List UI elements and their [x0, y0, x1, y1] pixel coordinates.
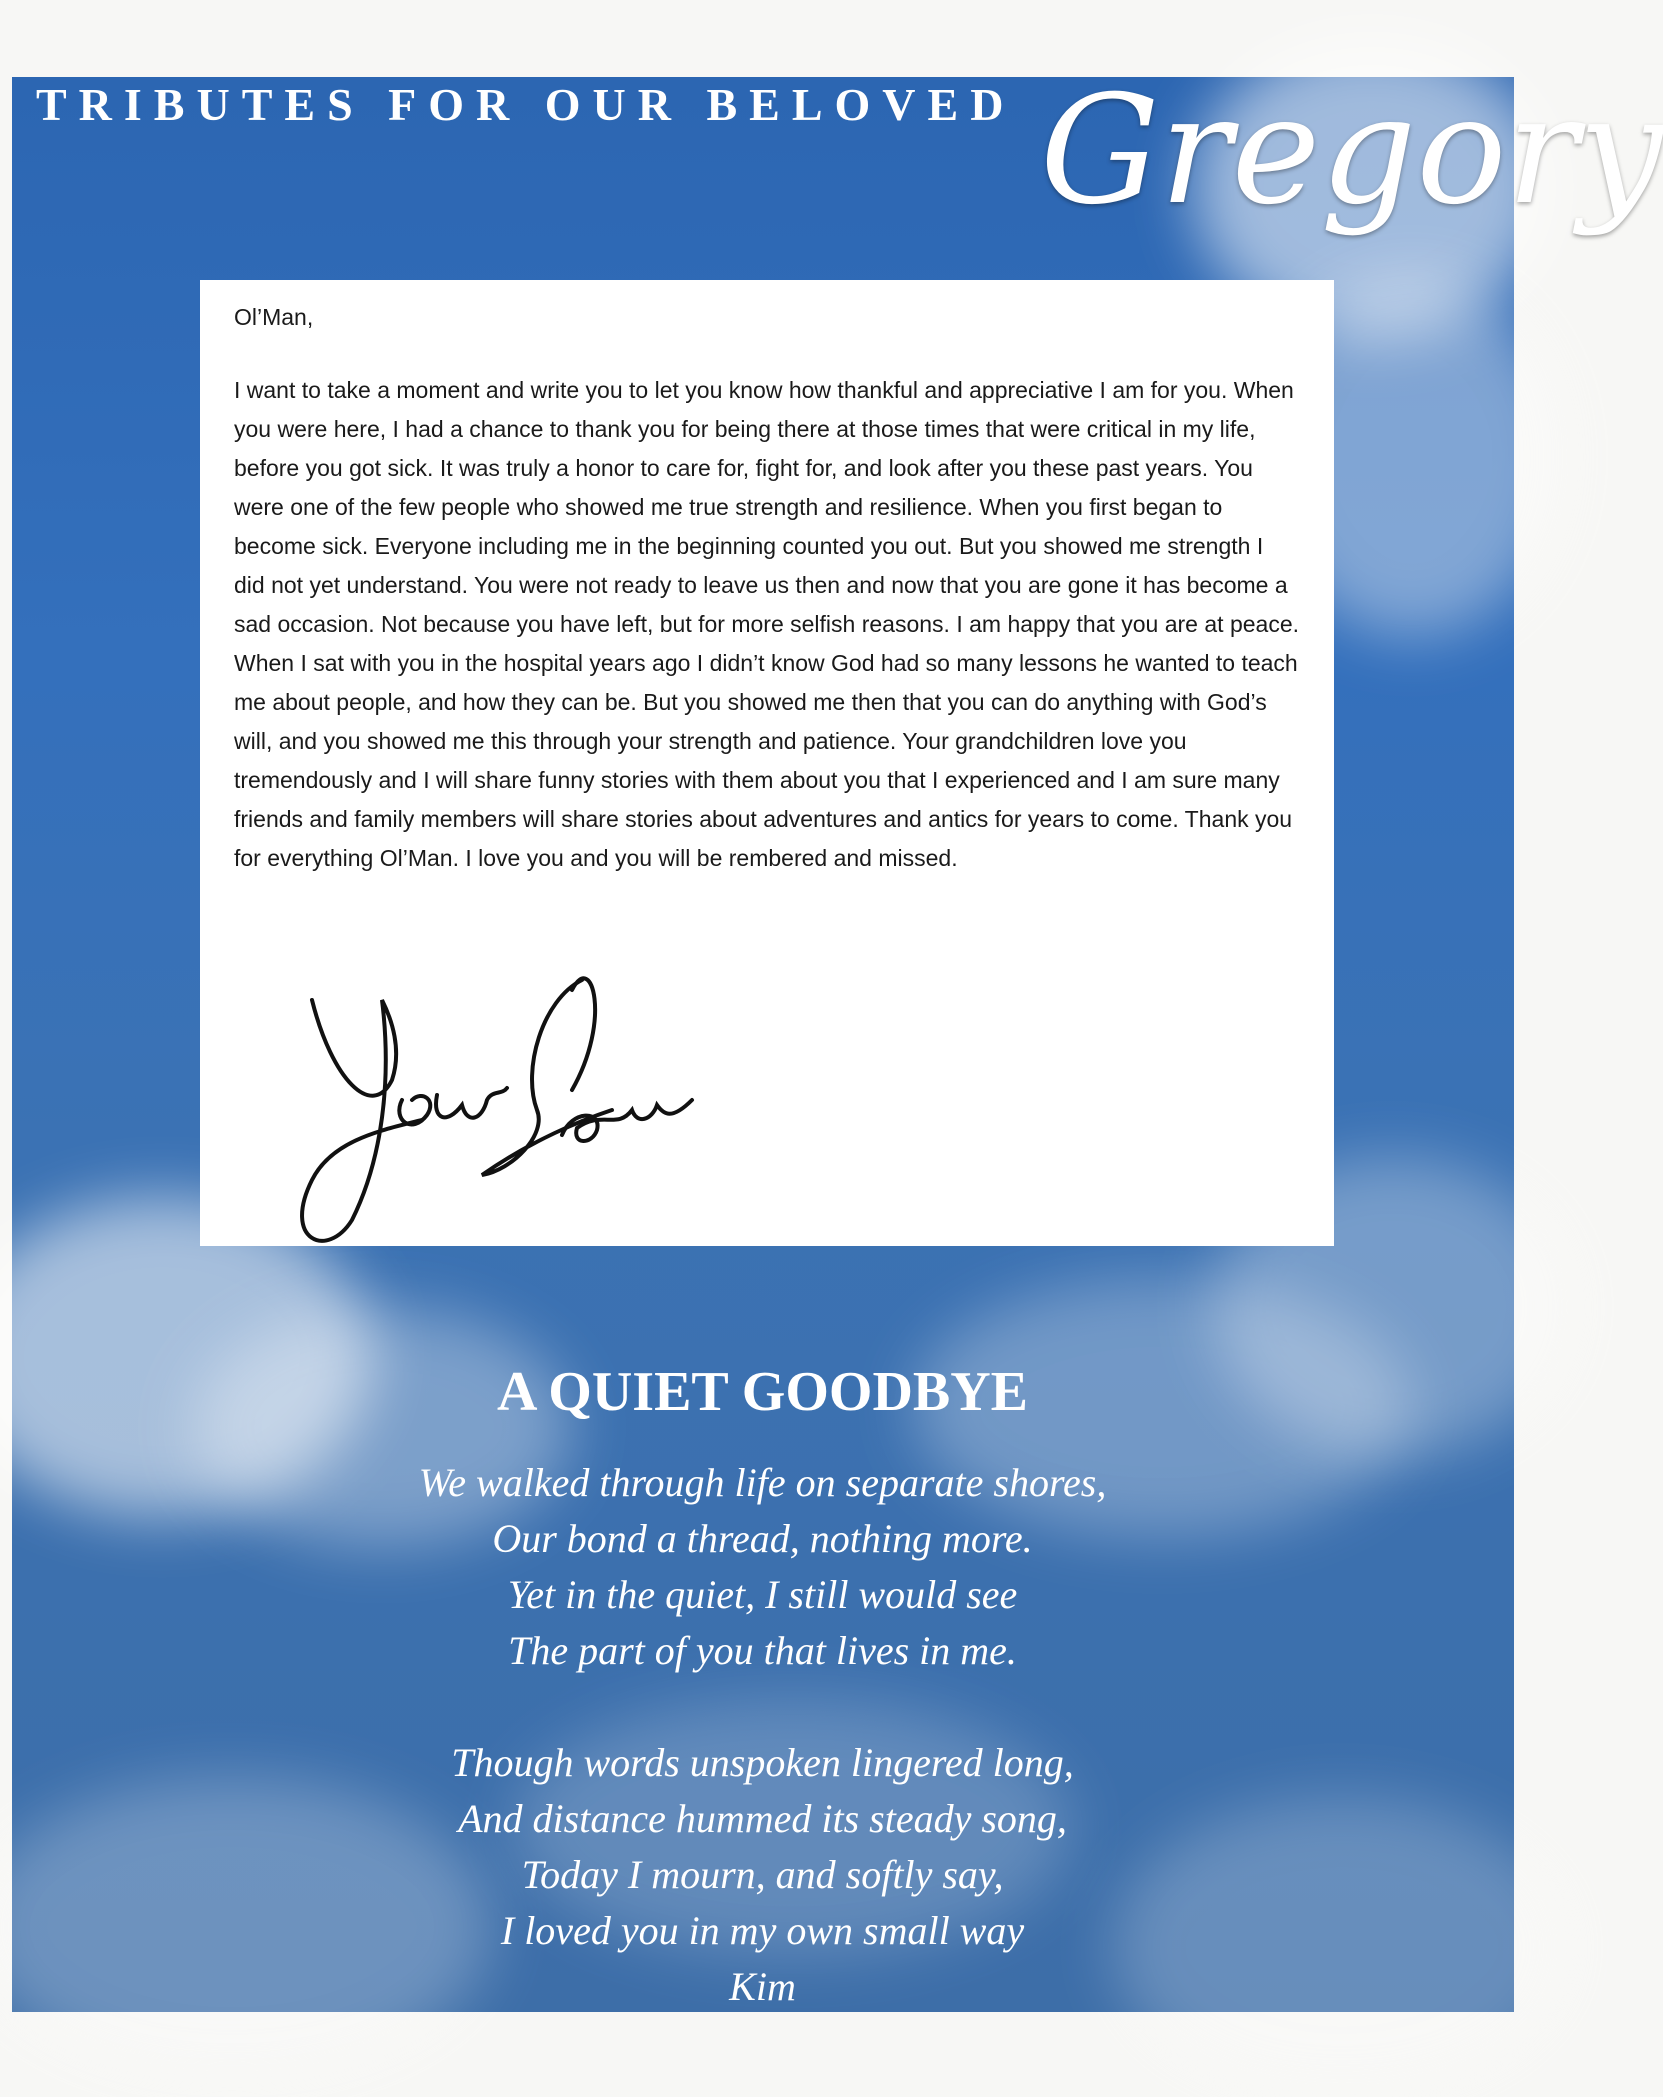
honoree-name: Gregory	[1040, 64, 1663, 238]
poem-line: And distance hummed its steady song,	[458, 1796, 1067, 1841]
tribute-letter	[200, 280, 1334, 1246]
poem-line: Yet in the quiet, I still would see	[507, 1572, 1018, 1617]
poem-stanza-2	[0, 1735, 1525, 1959]
poem	[0, 1455, 1525, 2015]
poem-line: Our bond a thread, nothing more.	[492, 1516, 1033, 1561]
poem-line: Though words unspoken lingered long,	[451, 1740, 1074, 1785]
letter-body: I want to take a moment and write you to let you know how thankful and appreciative I am for you. When you were here, I had a chance to thank you for being there at those times that were critical in my life, before you got sick. It was truly a honor to care for, fight for, and look after you these past years. You were one of the few people who showed me true strength and resilience. When you first began to become sick. Everyone including me in the beginning counted you out. But you showed me strength I did not yet understand. You were not ready to leave us then and now that you are gone it has become a sad occasion. Not because you have left, but for more selfish reasons. I am happy that you are at peace. When I sat with you in the hospital years ago I didn’t know God had so many lessons he wanted to teach me about people, and how they can be. But you showed me then that you can do anything with God’s will, and you showed me this through your strength and patience. Your grandchildren love you tremendously and I will share funny stories with them about you that I experienced and I am sure many friends and family members will share stories about adventures and antics for years to come. Thank you for everything Ol’Man. I love you and you will be rembered and missed.	[234, 377, 1299, 871]
poem-author: Kim	[729, 1964, 796, 2009]
poem-line: We walked through life on separate shores,	[418, 1460, 1107, 1505]
signature	[272, 960, 732, 1250]
poem-line: I loved you in my own small way	[500, 1908, 1025, 1953]
poem-line: Today I mourn, and softly say,	[521, 1852, 1004, 1897]
tribute-header: TRIBUTES FOR OUR BELOVED	[36, 79, 1016, 130]
poem-stanza-1	[0, 1455, 1525, 1679]
poem-title: A QUIET GOODBYE	[496, 1361, 1029, 1423]
letter-salutation: Ol’Man,	[234, 304, 314, 330]
poem-line: The part of you that lives in me.	[508, 1628, 1017, 1673]
